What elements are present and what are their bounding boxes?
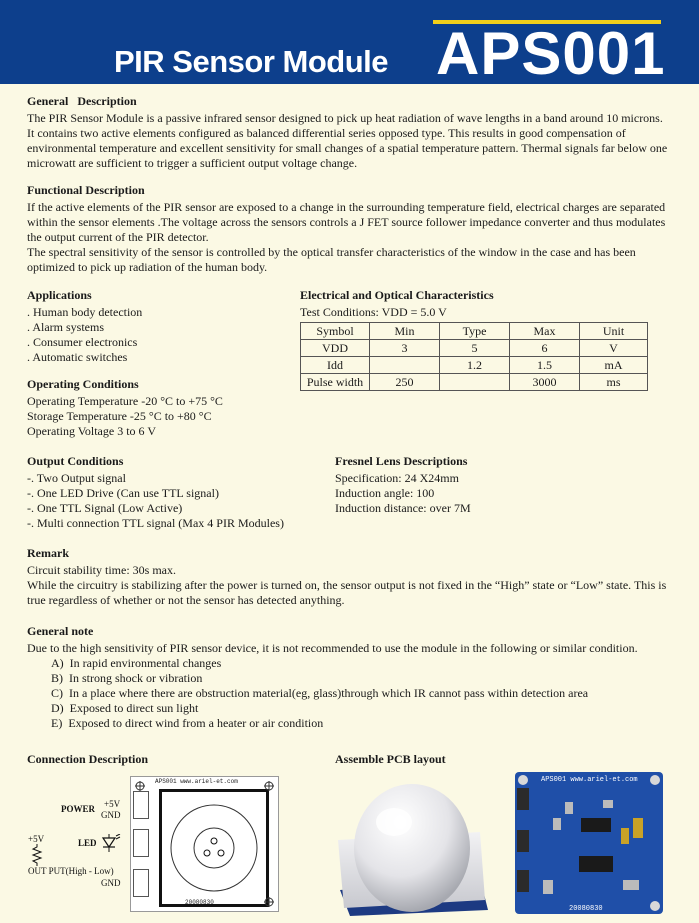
table-cell: Pulse width (301, 374, 370, 391)
general-note-item: A) In rapid environmental changes (51, 656, 222, 670)
output-conditions-item: -. Two Output signal (27, 471, 126, 485)
table-header-cell: Symbol (301, 323, 370, 340)
mount-hole-icon (264, 781, 274, 791)
power-pin-header (133, 791, 149, 819)
fresnel-lens-item: Induction angle: 100 (335, 486, 435, 500)
applications-heading: Applications (27, 288, 92, 302)
led-label: LED (78, 838, 97, 848)
remark-section (27, 546, 672, 608)
general-note-heading: General note (27, 624, 94, 638)
connection-description-heading: Connection Description (27, 752, 148, 766)
general-note-intro: Due to the high sensitivity of PIR sensor device, it is not recommended to use the module in the following or similar condition. (27, 641, 638, 655)
output-conditions-item: -. One TTL Signal (Low Active) (27, 501, 183, 515)
led-plus5v-label: +5V (28, 834, 45, 844)
functional-description-text-2: The spectral sensitivity of the sensor is controlled by the optical transfer characteristics of the window in the case and has been optimized to pick up radiation of the human body. (27, 245, 636, 274)
general-note-section (27, 624, 687, 731)
page-subtitle: PIR Sensor Module (114, 44, 388, 79)
table-cell: ms (580, 374, 648, 391)
table-header-cell: Min (370, 323, 440, 340)
functional-description-text: If the active elements of the PIR sensor are exposed to a change in the surrounding temperature field, electrical charges are separated within the sensor elements .The voltage across the sensors controls a J FET source follower impedance converter and thus modulates the output current of the PIR detector. (27, 200, 666, 244)
table-cell: 6 (510, 340, 580, 357)
general-description-section (27, 94, 672, 171)
table-header-cell: Unit (580, 323, 648, 340)
remark-heading: Remark (27, 546, 69, 560)
table-cell: 250 (370, 374, 440, 391)
pcb-layout-heading: Assemble PCB layout (335, 752, 446, 766)
table-row (301, 340, 648, 357)
led-diode-icon (99, 834, 121, 852)
operating-conditions-item: Operating Voltage 3 to 6 V (27, 424, 156, 438)
applications-item: . Consumer electronics (27, 335, 138, 349)
general-note-item: C) In a place where there are obstruction material(eg, glass)through which IR cannot pass within detection area (51, 686, 589, 700)
connection-description-heading-wrap (27, 752, 148, 769)
operating-conditions-item: Operating Temperature -20 °C to +75 °C (27, 394, 223, 408)
model-number: APS001 (436, 20, 666, 87)
power-plus5v-label: +5V (104, 799, 121, 809)
fresnel-lens-item: Induction distance: over 7M (335, 501, 471, 515)
general-note-item: B) In strong shock or vibration (51, 671, 203, 685)
table-cell: 1.5 (510, 357, 580, 374)
table-cell: V (580, 340, 648, 357)
remark-text-1: Circuit stability time: 30s max. (27, 563, 176, 577)
pcb-board-photo (513, 770, 665, 916)
table-cell (370, 357, 440, 374)
table-cell: 5 (440, 340, 510, 357)
power-gnd-label: GND (101, 810, 121, 820)
pcb-header-text: APS001 www.ariel-et.com (541, 776, 638, 784)
output-conditions-section (27, 454, 327, 531)
functional-description-heading: Functional Description (27, 183, 145, 197)
operating-conditions-section (27, 377, 287, 439)
connection-board-diagram (130, 776, 279, 912)
remark-text-2: While the circuitry is stabilizing after the power is turned on, the sensor output is not fixed in the “High” state or “Low” state. This is true regardless of whether or not the sensor has detected anything. (27, 578, 667, 607)
board-header-text: APS001 www.ariel-et.com (155, 778, 238, 785)
electrical-section (300, 288, 680, 320)
power-label: POWER (61, 804, 96, 814)
output-label: OUT PUT(High - Low) (28, 866, 114, 876)
pcb-footer-text: 20080830 (569, 905, 603, 913)
table-header-cell: Type (440, 323, 510, 340)
applications-item: . Alarm systems (27, 320, 104, 334)
operating-conditions-item: Storage Temperature -25 °C to +80 °C (27, 409, 212, 423)
applications-item: . Human body detection (27, 305, 143, 319)
test-conditions: Test Conditions: VDD = 5.0 V (300, 305, 447, 319)
electrical-heading: Electrical and Optical Characteristics (300, 288, 494, 302)
table-header-cell: Max (510, 323, 580, 340)
page-header (0, 0, 699, 87)
operating-conditions-heading: Operating Conditions (27, 377, 139, 391)
output-conditions-item: -. Multi connection TTL signal (Max 4 PIR Modules) (27, 516, 284, 530)
table-cell: 3 (370, 340, 440, 357)
mount-hole-icon (264, 897, 274, 907)
fresnel-lens-item: Specification: 24 X24mm (335, 471, 459, 485)
applications-section (27, 288, 287, 365)
table-row (301, 374, 648, 391)
general-description-heading: General Description (27, 94, 137, 108)
sensor-circle-icon (162, 792, 266, 904)
dome-sensor-photo (330, 770, 490, 916)
board-footer-text: 20080830 (185, 899, 214, 906)
led-pin-header (133, 829, 149, 857)
table-cell: Idd (301, 357, 370, 374)
table-row (301, 357, 648, 374)
table-cell (440, 374, 510, 391)
table-cell: VDD (301, 340, 370, 357)
functional-description-section (27, 183, 672, 275)
general-note-item: D) Exposed to direct sun light (51, 701, 199, 715)
applications-item: . Automatic switches (27, 350, 128, 364)
output-pin-header (133, 869, 149, 897)
table-cell: 1.2 (440, 357, 510, 374)
output-gnd-label: GND (101, 878, 121, 888)
general-description-text: The PIR Sensor Module is a passive infrared sensor designed to pick up heat radiation of wave lengths in a band around 10 microns. It contains two active elements configured as balanced differential series opposed type. This results in good compensation of environmental temperature and excellent sensitivity for small changes of a spatial temperature pattern. Thermal signals far below one microwatt are sufficient to trigger a sufficient output voltage change. (27, 111, 668, 170)
board-outline (159, 789, 269, 907)
table-cell: mA (580, 357, 648, 374)
fresnel-lens-section (335, 454, 635, 516)
output-conditions-heading: Output Conditions (27, 454, 124, 468)
general-note-item: E) Exposed to direct wind from a heater or air condition (51, 716, 324, 730)
pcb-layout-heading-wrap (335, 752, 446, 769)
table-cell: 3000 (510, 374, 580, 391)
resistor-icon (30, 844, 44, 866)
fresnel-lens-heading: Fresnel Lens Descriptions (335, 454, 468, 468)
table-header-row (301, 323, 648, 340)
electrical-characteristics-table (300, 322, 648, 391)
output-conditions-item: -. One LED Drive (Can use TTL signal) (27, 486, 219, 500)
mount-hole-icon (135, 781, 145, 791)
